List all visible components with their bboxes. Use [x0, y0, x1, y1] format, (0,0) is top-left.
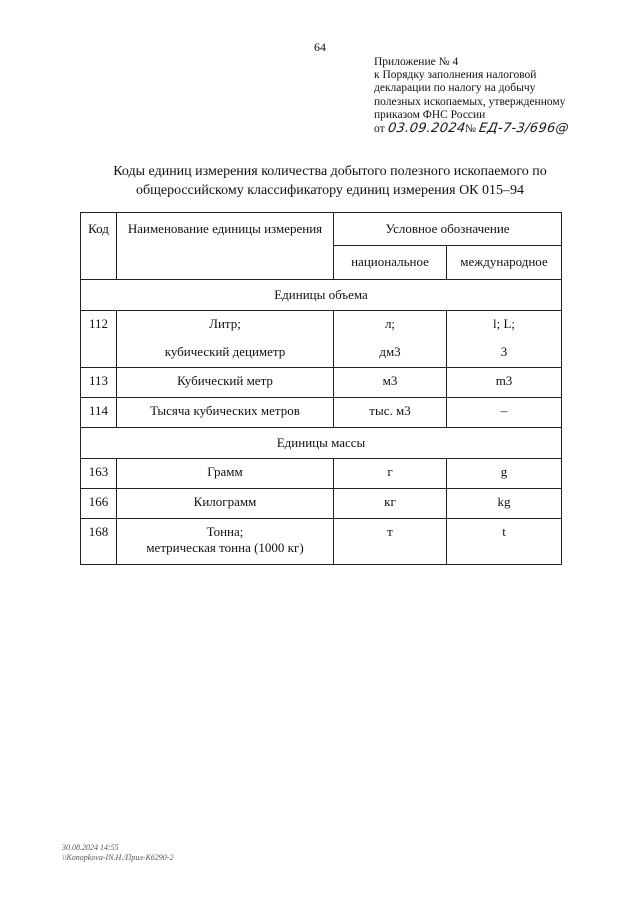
print-stamp-path: \\Konopkova-IN.H./Прил-К6290-2 — [62, 853, 174, 862]
row-international: kg — [447, 489, 562, 519]
header-name: Наименование единицы измерения — [117, 213, 334, 280]
appendix-line: Приложение № 4 — [374, 56, 459, 68]
row-international-line: 3 — [500, 344, 508, 359]
table-row — [81, 519, 562, 565]
row-name-line: кубический дециметр — [164, 344, 286, 359]
section-title-mass: Единицы массы — [81, 428, 562, 459]
header-code: Код — [81, 213, 117, 280]
row-national: т — [334, 519, 447, 565]
print-stamp — [62, 843, 173, 863]
row-name: Тысяча кубических метров — [117, 398, 334, 428]
order-number-prefix: № — [464, 123, 476, 136]
row-name: Грамм — [117, 459, 334, 489]
row-national: кг — [334, 489, 447, 519]
row-international: g — [447, 459, 562, 489]
row-international — [447, 311, 562, 368]
row-national: тыс. м3 — [334, 398, 447, 428]
row-name — [117, 311, 334, 368]
order-number: ЕД-7-3/696@ — [477, 121, 570, 137]
print-stamp-date: 30.08.2024 14:55 — [62, 843, 119, 852]
row-international: – — [447, 398, 562, 428]
table-row — [81, 489, 562, 519]
row-national: г — [334, 459, 447, 489]
appendix-line: к Порядку заполнения налоговой — [374, 69, 537, 82]
section-title-volume: Единицы объема — [81, 280, 562, 311]
row-national: м3 — [334, 368, 447, 398]
row-code: 113 — [81, 368, 117, 398]
row-code: 168 — [81, 519, 117, 565]
title-line-1: Коды единиц измерения количества добытого полезного ископаемого по — [113, 164, 547, 179]
row-name — [117, 519, 334, 565]
units-table — [80, 212, 562, 565]
row-national-line: дм3 — [379, 344, 401, 359]
row-code: 112 — [81, 311, 117, 368]
appendix-header — [374, 56, 569, 136]
table-row — [81, 459, 562, 489]
document-title — [60, 162, 600, 200]
row-national — [334, 311, 447, 368]
row-code: 166 — [81, 489, 117, 519]
order-prefix: от — [374, 123, 385, 136]
header-national: национальное — [334, 245, 447, 279]
row-code: 114 — [81, 398, 117, 428]
appendix-line: декларации по налогу на добычу — [374, 82, 536, 95]
header-international: международное — [447, 245, 562, 279]
section-row — [81, 428, 562, 459]
order-reference — [374, 122, 569, 136]
row-name-line: метрическая тонна (1000 кг) — [146, 540, 304, 555]
table-row — [81, 311, 562, 368]
row-national-line: л; — [384, 316, 396, 331]
table-row — [81, 398, 562, 428]
row-name-line: Тонна; — [206, 524, 244, 539]
row-international-line: l; L; — [492, 316, 516, 331]
row-name: Килограмм — [117, 489, 334, 519]
title-line-2: общероссийскому классификатору единиц измерения ОК 015–94 — [135, 183, 525, 198]
appendix-line: приказом ФНС России — [374, 108, 486, 121]
row-international: t — [447, 519, 562, 565]
section-row — [81, 280, 562, 311]
appendix-line: полезных ископаемых, утвержденному — [374, 95, 566, 108]
order-date: 03.09.2024 — [386, 121, 467, 137]
header-symbol: Условное обозначение — [334, 213, 562, 246]
row-international: m3 — [447, 368, 562, 398]
page-number: 64 — [314, 40, 326, 54]
row-name: Кубический метр — [117, 368, 334, 398]
table-header-row — [81, 213, 562, 246]
row-code: 163 — [81, 459, 117, 489]
row-name-line: Литр; — [209, 316, 241, 331]
table-row — [81, 368, 562, 398]
